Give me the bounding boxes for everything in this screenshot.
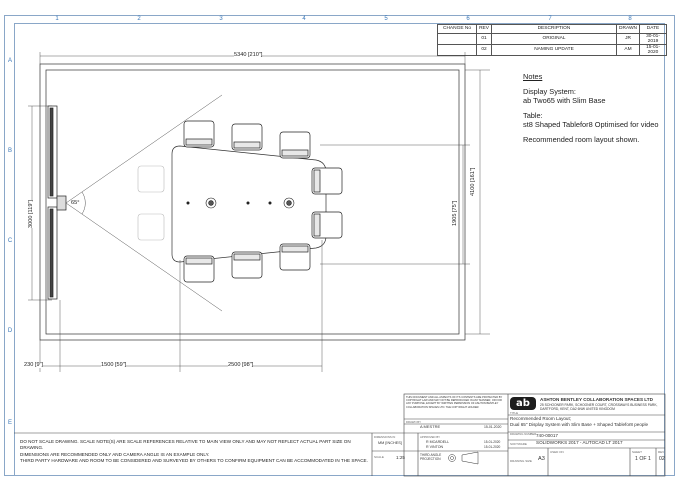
company-logo [510,397,536,410]
rev-date: 30-01-2019 [640,33,667,44]
grid-col-7: 7 [548,16,552,22]
drawing-title: Recommended Room Layout; [510,416,572,421]
drawn-date: 15-01-2020 [484,425,502,429]
approved-by: R VINTON [426,445,444,449]
disclaimer-line: DO NOT SCALE DRAWING. SCALE NOTE(S) ARE SCALE REFERENCES RELATIVE TO MAIN VIEW ONLY AND MAY NOT REFLECT ACTUAL PART SIZE ON DRAWING. [20,439,351,451]
dims-in: MM [INCHES] [378,441,402,445]
software-value: SOLIDWORKS 2017 - AUTOCAD LT 2017 [536,440,623,445]
title-label: TITLE [510,411,519,415]
grid-col-8: 8 [628,16,632,22]
grid-row-e: E [7,420,12,426]
drawn-by-label: DRAWN BY [406,420,421,424]
rev-number: 01 [477,33,492,44]
rev-header-drawn: DRAWN [617,25,640,34]
dim-table-length: 2500 [98"] [228,362,254,368]
sheet-value: 1 OF 1 [635,456,651,462]
rev-value: 02 [659,456,665,462]
chair-top-3 [280,132,310,158]
dim-camera-angle: 65° [71,200,80,206]
grid-row-a: A [7,58,12,64]
chair-top-1 [184,121,214,147]
rev-label: REV [658,450,665,454]
dim-table-depth: 1905 [75"] [452,200,458,226]
dim-room-depth: 4100 [161"] [470,167,476,196]
notes-heading: Notes [523,72,543,81]
software-label: SOFTWARE [510,442,527,446]
drawing-number-label: DRAWING NUMBER [510,432,537,436]
room-wall-inner [46,70,459,334]
grid-row-c: C [7,238,13,244]
drawing-size: A3 [538,456,545,462]
rev-number: 02 [477,44,492,55]
drawing-number: 740-00017 [536,433,558,438]
notes-display-value: ab Two65 with Slim Base [523,96,606,105]
rev-header-rev: REV [477,25,492,34]
third-angle-projection-symbol [449,452,479,464]
chair-bottom-1 [184,256,214,282]
rev-description: NAMING UPDATE [492,44,617,55]
approved-date: 15-01-2020 [484,440,501,444]
sheet-label: SHEET [632,450,643,454]
disclaimer-line: DIMENSIONS ARE RECOMMENDED ONLY AND CAMERA ANGLE IS AN EXAMPLE ONLY. [20,451,210,457]
chair-bottom-2 [232,252,262,278]
grid-col-6: 6 [466,16,470,22]
notes-table-label: Table: [523,111,543,120]
rev-date: 15-01-2020 [640,44,667,55]
disclaimer-line: THIRD PARTY HARDWARE AND ROOM TO BE CONSIDERED AND SURVEYED BY OTHERS TO CONFIRM EQUIPMENT CAN BE ACCOMMODATED IN THE SPACE. [20,458,368,464]
used-on-label: USED ON [550,450,564,454]
disclaimer [20,439,372,465]
logo-text: ab [516,398,530,409]
dims-in-label: DIMENSIONS IN [374,435,396,439]
grid-row-d: D [7,328,13,334]
scale-value: 1:25 [396,455,405,460]
grid-row-b: B [7,148,12,154]
company-address: DARTFORD, KENT, DA2 6NW UNITED KINGDOM [540,407,615,411]
drawn-by: A MESTRE [420,424,441,429]
chair-right-1 [312,168,342,194]
rev-drawn: JR [617,33,640,44]
grid-col-1: 1 [55,16,59,22]
room-wall-outer [40,64,465,340]
company-address: 25 SCHOONER PARK, SCHOONER COURT, CROSSWAYS BUSINESS PARK, [540,403,658,407]
rev-header-description: DESCRIPTION [492,25,617,34]
approved-by-label: APPROVED BY [420,435,441,439]
notes-panel [523,72,658,144]
display-system [48,106,66,299]
scale-label: SCALE [374,455,384,459]
dim-wall-offset: 230 [9"] [24,362,44,368]
dim-room-width: 5340 [210"] [234,52,263,58]
optional-chairs [138,166,164,240]
rev-header-date: DATE [640,25,667,34]
grid-col-5: 5 [384,16,388,22]
chair-right-2 [312,212,342,238]
chair-bottom-3 [280,244,310,270]
table-ports [187,198,294,208]
approved-by: R MCARDELL [426,440,450,444]
copyright-text: THIS DOCUMENT AND ALL ASPECTS OF ITS CONTENTS ARE PROTECTED BY COPYRIGHT LAW AND MAY NOT BE REPRODUCED IN ANY MANNER, OR FOR ANY PURPOSE, EXCEPT BY WRITTEN PERMISSION OF ASHTON BENTLEY COLLABORATION SPACES LTD. THE COPYRIGHT HOLDER. [406,396,503,409]
company-name: ASHTON BENTLEY COLLABORATION SPACES LTD [540,397,653,402]
approved-date: 15-01-2020 [484,445,501,449]
grid-col-2: 2 [137,16,141,22]
dim-to-table: 1500 [59"] [101,362,127,368]
notes-display-label: Display System: [523,87,576,96]
rev-drawn: AM [617,44,640,55]
drawing-title: Dual 65" Display System with Slim Base + Shaped Tablefor8 people [510,422,649,427]
dim-display-wall: 3000 [119"] [28,199,34,228]
projection-label: THIRD ANGLE PROJECTION [420,453,442,461]
notes-layout: Recommended room layout shown. [523,135,640,144]
chair-top-2 [232,124,262,150]
grid-col-3: 3 [219,16,223,22]
notes-table-value: st8 Shaped Tablefor8 Optimised for video [523,120,659,129]
rev-header-change: CHANGE No [438,25,477,34]
grid-col-4: 4 [302,16,306,22]
rev-description: ORIGINAL [492,33,617,44]
drawing-size-label: DRAWING SIZE [510,459,532,463]
